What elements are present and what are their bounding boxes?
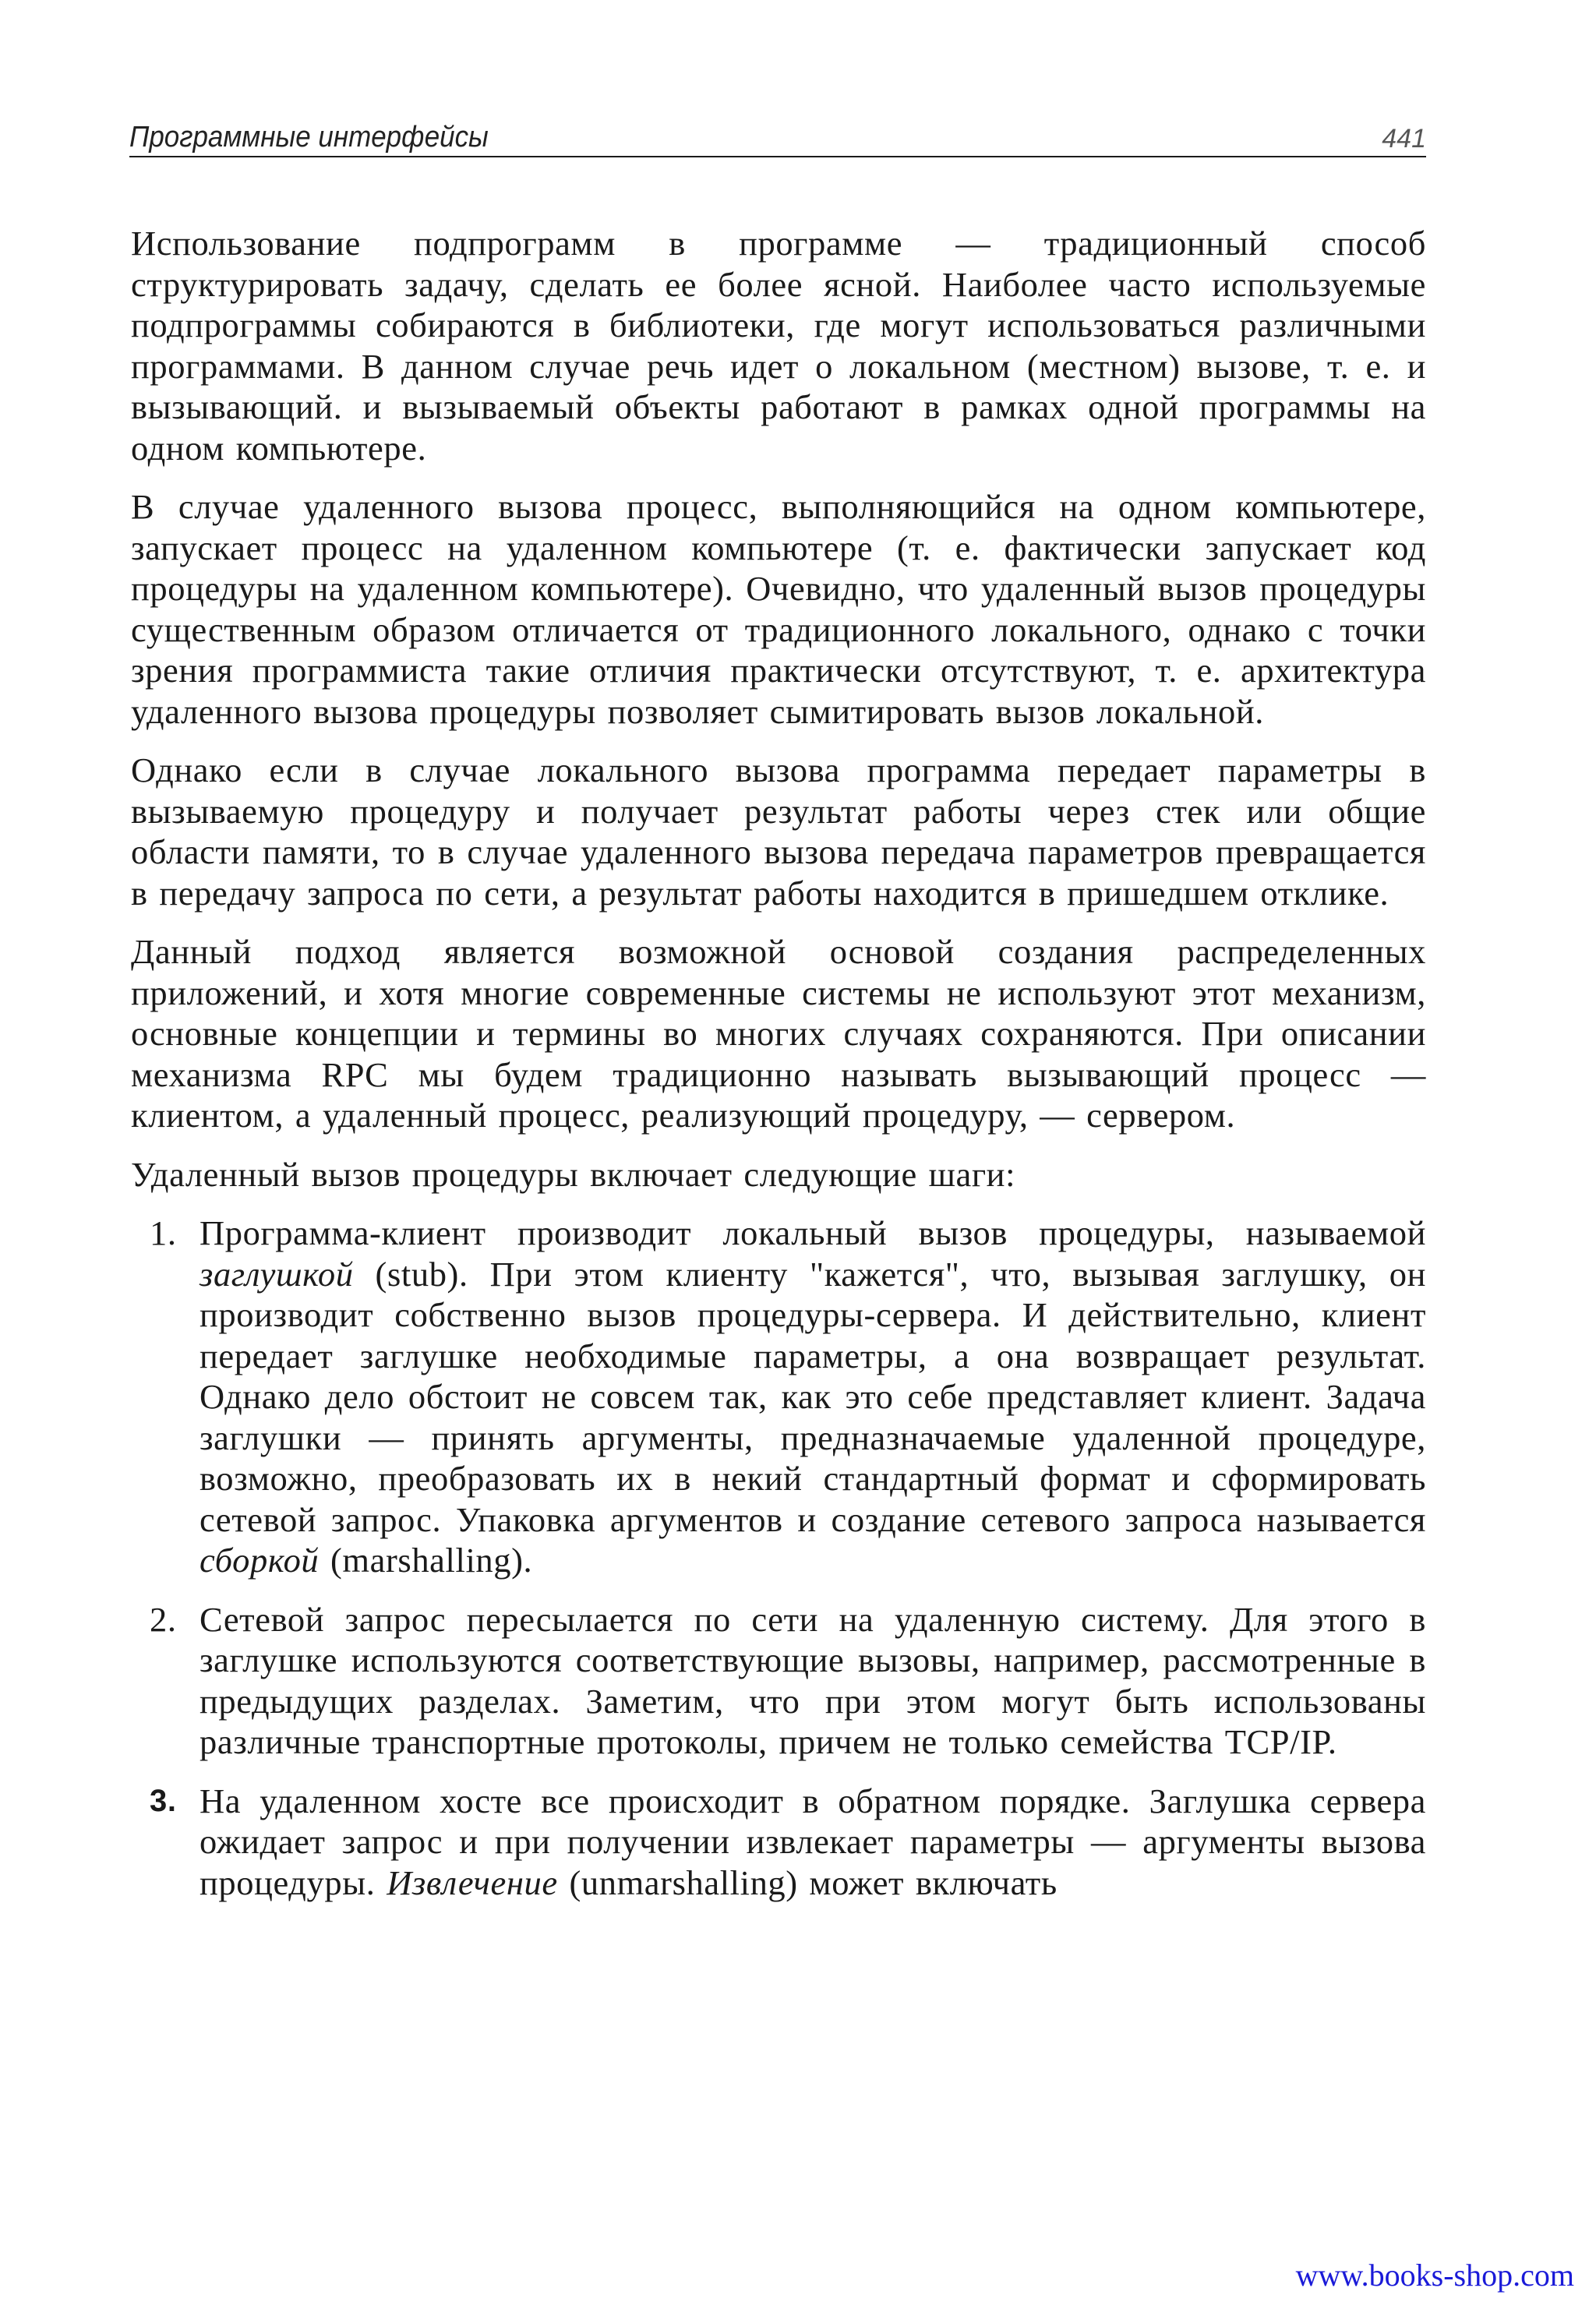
step-text: (stub). При этом клиенту "кажется", что, вызывая заглушку, он производит собственно вызов процедуры-сервера. И действительно, клиент передает заглушке необходимые параметры, а она возвращает результат. Однако дело обстоит не совсем так, как это себе представляет клиент. Задача заглушки — принять аргументы, предназначаемые удаленной процедуре, возможно, преобразовать их в некий стандартный формат и сформировать сетевой запрос. Упаковка аргументов и создание сетевого запроса называется bbox=[200, 1254, 1426, 1539]
page-body bbox=[131, 223, 1426, 1921]
running-header-title: Программные интерфейсы bbox=[129, 121, 489, 154]
list-item bbox=[131, 1213, 1426, 1581]
step-text: (unmarshalling) может включать bbox=[557, 1862, 1058, 1902]
page-number: 441 bbox=[1382, 124, 1426, 154]
paragraph: В случае удаленного вызова процесс, выполняющийся на одном компьютере, запускает процесс на удаленном компьютере (т. е. фактически запускает код процедуры на удаленном компьютере). Очевидно, что удаленный вызов процедуры существенным образом отличается от традиционного локального, однако с точки зрения программиста такие отличия практически отсутствуют, т. е. архитектура удаленного вызова процедуры позволяет сымитировать вызов локальной. bbox=[131, 487, 1426, 731]
watermark-url: www.books-shop.com bbox=[1295, 2258, 1574, 2293]
list-item bbox=[131, 1599, 1426, 1763]
paragraph: Однако если в случае локального вызова программа передает параметры в вызываемую процедуру и получает результат работы через стек или общие области памяти, то в случае удаленного вызова передача параметров превращается в передачу запроса по сети, а результат работы находится в пришедшем отклике. bbox=[131, 750, 1426, 913]
term-stub: заглушкой bbox=[200, 1254, 354, 1294]
term-marshalling: сборкой bbox=[200, 1541, 320, 1580]
steps-intro: Удаленный вызов процедуры включает следующие шаги: bbox=[131, 1154, 1016, 1194]
list-item bbox=[131, 1781, 1426, 1904]
step-text: На удаленном хосте все происходит в обратном порядке. Заглушка сервера ожидает запрос и при получении извлекает параметры — аргументы вызова процедуры. bbox=[200, 1781, 1426, 1902]
step-text: Сетевой запрос пересылается по сети на удаленную систему. Для этого в заглушке используются соответствующие вызовы, например, рассмотренные в предыдущих разделах. Заметим, что при этом могут быть использованы различные транспортные протоколы, причем не только семейства TCP/IP. bbox=[200, 1599, 1426, 1761]
paragraph: Использование подпрограмм в программе — традиционный способ структурировать задачу, сделать ее более ясной. Наиболее часто используемые подпрограммы собираются в библиотеки, где могут использоваться различными программами. В данном случае речь идет о локальном (местном) вызове, т. е. и вызывающий. и вызываемый объекты работают в рамках одной программы на одном компьютере. bbox=[131, 224, 1426, 468]
list-item-number: 1. bbox=[150, 1213, 177, 1252]
running-header bbox=[129, 117, 1426, 157]
step-text: Программа-клиент производит локальный вызов процедуры, называемой bbox=[200, 1213, 1426, 1252]
paragraph: Данный подход является возможной основой создания распределенных приложений, и хотя многие современные системы не используют этот механизм, основные концепции и термины во многих случаях сохраняются. При описании механизма RPC мы будем традиционно называть вызывающий процесс — клиентом, а удаленный процесс, реализующий процедуру, — сервером. bbox=[131, 932, 1426, 1135]
term-unmarshalling: Извлечение bbox=[387, 1862, 558, 1902]
list-item-number: 3. bbox=[150, 1783, 177, 1818]
steps-list bbox=[131, 1213, 1426, 1903]
list-item-number: 2. bbox=[150, 1599, 177, 1639]
step-text: (marshalling). bbox=[319, 1541, 533, 1580]
